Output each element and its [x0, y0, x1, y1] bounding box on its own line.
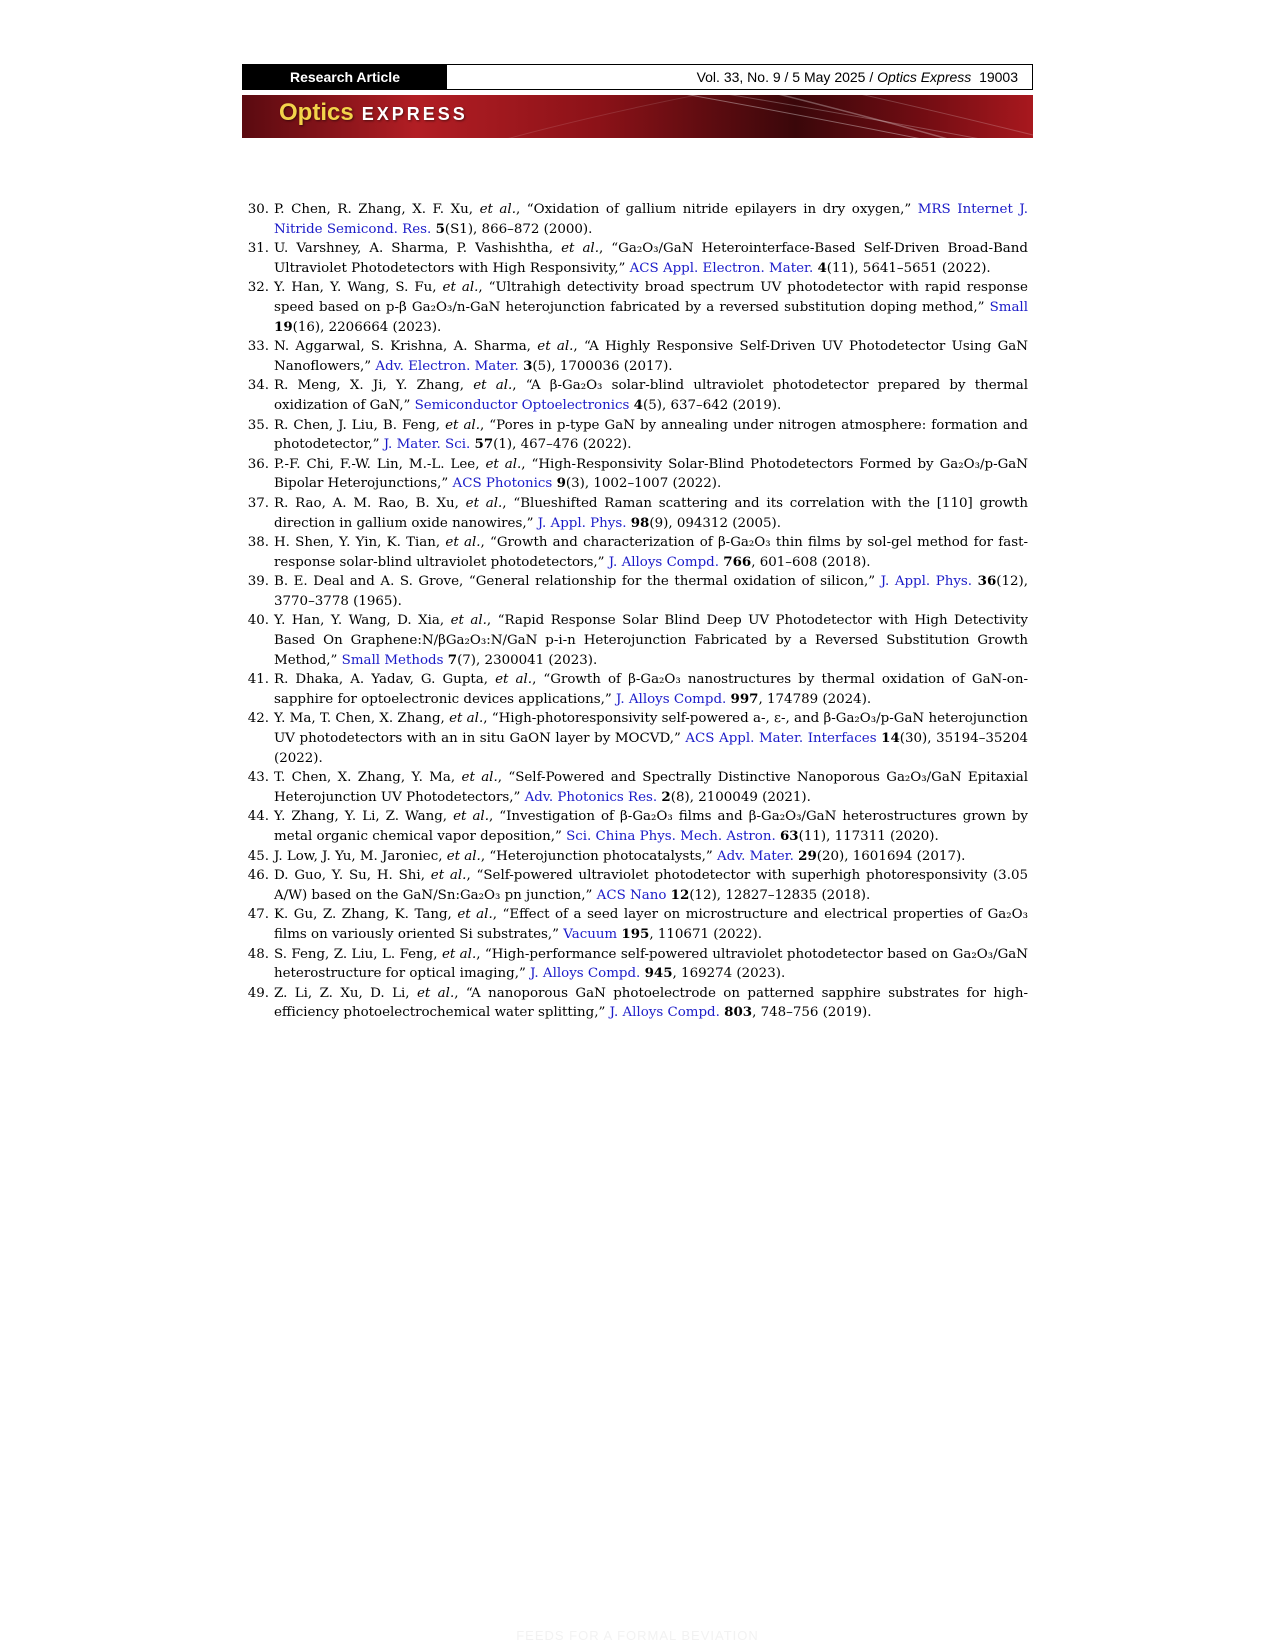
reference-pages-year: (5), 1700036 (2017).: [532, 358, 673, 374]
reference-pages-year: (5), 637–642 (2019).: [642, 397, 782, 413]
reference-number: 30.: [247, 202, 269, 217]
reference-title: , “Growth and characterization of β-Ga₂O₃ thin films by sol-gel method for fast-response solar-blind ultraviolet photodetectors,”: [274, 535, 1028, 570]
reference-etal: et al.: [473, 378, 513, 394]
reference-number: 43.: [247, 770, 269, 786]
reference-title: , “Effect of a seed layer on microstructure and electrical properties of Ga₂O₃ films on variously oriented Si substrates,”: [274, 907, 1028, 942]
reference-volume: 3: [523, 357, 533, 374]
reference-journal-link[interactable]: MRS Internet J. Nitride Semicond. Res.: [274, 202, 1028, 237]
reference-number: 49.: [247, 985, 269, 1001]
reference-title: , “High-performance self-powered ultraviolet photodetector based on Ga₂O₃/GaN heterostructure for optical imaging,”: [274, 946, 1028, 982]
reference-journal-link[interactable]: Vacuum: [563, 926, 618, 942]
reference-text: [274, 416, 1028, 455]
reference-authors: D. Guo, Y. Su, H. Shi,: [274, 868, 431, 884]
reference-title: , “Investigation of β-Ga₂O₃ films and β-Ga₂O₃/GaN heterostructures grown by metal organic chemical vapor deposition,”: [274, 809, 1028, 844]
reference-text: [274, 847, 1028, 867]
reference-title: , “Heterojunction photocatalysts,”: [480, 848, 717, 864]
reference-etal: et al.: [446, 848, 481, 864]
reference-text: [274, 376, 1028, 415]
reference-journal-link[interactable]: Small Methods: [341, 652, 444, 668]
reference-item: [242, 847, 1028, 867]
reference-text: [274, 611, 1028, 670]
reference-item: [242, 494, 1028, 533]
reference-title: , “Ga₂O₃/GaN Heterointerface-Based Self-Driven Broad-Band Ultraviolet Photodetectors with High Responsivity,”: [274, 241, 1028, 276]
reference-number: 37.: [247, 495, 269, 511]
reference-item: [242, 278, 1028, 337]
reference-number: 42.: [247, 711, 269, 727]
reference-text: [274, 533, 1028, 572]
citation-line: [447, 65, 1032, 89]
journal-name: Optics Express: [877, 69, 972, 85]
reference-etal: et al.: [416, 985, 455, 1001]
reference-title: , “Blueshifted Raman scattering and its correlation with the [110] growth direction in gallium oxide nanowires,”: [274, 495, 1029, 531]
reference-journal-link[interactable]: J. Appl. Phys.: [537, 515, 627, 531]
reference-item: [242, 337, 1028, 376]
reference-volume: 19: [274, 318, 293, 335]
reference-title: , “Self-Powered and Spectrally Distinctive Nanoporous Ga₂O₃/GaN Epitaxial Heterojunction UV Photodetectors,”: [274, 770, 1029, 805]
reference-journal-link[interactable]: J. Appl. Phys.: [880, 574, 973, 590]
reference-pages-year: , 601–608 (2018).: [751, 554, 871, 570]
reference-pages-year: (16), 2206664 (2023).: [292, 319, 442, 335]
reference-text: [274, 905, 1028, 944]
reference-pages-year: , 748–756 (2019).: [752, 1005, 872, 1021]
reference-authors: K. Gu, Z. Zhang, K. Tang,: [274, 907, 458, 923]
reference-authors: N. Aggarwal, S. Krishna, A. Sharma,: [274, 339, 538, 355]
reference-etal: et al.: [430, 868, 467, 884]
reference-title: , “Growth of β-Ga₂O₃ nanostructures by thermal oxidation of GaN-on-sapphire for optoelectronic devices applications,”: [274, 672, 1029, 707]
reference-authors: H. Shen, Y. Yin, K. Tian,: [274, 535, 446, 551]
reference-title: , “High-Responsivity Solar-Blind Photodetectors Formed by Ga₂O₃/p-GaN Bipolar Heterojunctions,”: [274, 456, 1029, 492]
reference-text: [274, 984, 1028, 1023]
reference-title: , “Pores in p-type GaN by annealing under nitrogen atmosphere: formation and photodetector,”: [274, 417, 1028, 453]
reference-etal: et al.: [450, 613, 487, 629]
page-number: 19003: [979, 69, 1018, 85]
reference-volume: 9: [556, 475, 566, 492]
reference-item: [242, 905, 1028, 944]
reference-etal: et al.: [457, 907, 493, 923]
reference-number: 48.: [247, 946, 269, 962]
reference-title: , “Self-powered ultraviolet photodetector with superhigh photoresponsivity (3.05 A/W) based on the GaN/Sn:Ga₂O₃ pn junction,”: [274, 868, 1028, 903]
reference-number: 47.: [247, 907, 269, 923]
reference-list: [242, 200, 1028, 1023]
reference-authors: R. Rao, A. M. Rao, B. Xu,: [274, 495, 466, 511]
reference-volume: 766: [723, 553, 752, 570]
reference-pages-year: (11), 117311 (2020).: [798, 829, 939, 844]
reference-journal-link[interactable]: J. Mater. Sci.: [383, 437, 471, 453]
reference-volume: 997: [730, 690, 759, 707]
reference-etal: et al.: [449, 711, 484, 727]
reference-item: [242, 866, 1028, 905]
reference-number: 34.: [247, 378, 269, 394]
reference-journal-link[interactable]: J. Alloys Compd.: [609, 1005, 720, 1021]
reference-volume: 5: [435, 220, 445, 237]
reference-authors: J. Low, J. Yu, M. Jaroniec,: [274, 848, 447, 864]
reference-etal: et al.: [465, 495, 503, 511]
reference-journal-link[interactable]: Semiconductor Optoelectronics: [414, 397, 630, 413]
reference-text: [274, 337, 1028, 376]
reference-volume: 4: [817, 259, 827, 276]
reference-etal: et al.: [561, 241, 599, 257]
reference-text: [274, 768, 1028, 807]
reference-text: [274, 807, 1028, 846]
reference-journal-link[interactable]: J. Alloys Compd.: [530, 966, 641, 982]
reference-text: [274, 494, 1028, 533]
reference-authors: U. Varshney, A. Sharma, P. Vashishtha,: [274, 241, 562, 257]
reference-number: 46.: [247, 868, 269, 884]
reference-number: 32.: [247, 280, 269, 296]
reference-title: , “Rapid Response Solar Blind Deep UV Photodetector with High Detectivity Based On Graphene:N/βGa₂O₃:N/GaN p-i-n Heterojunction Fabricated by a Reversed Substitution Growth Method,”: [274, 613, 1028, 668]
reference-item: [242, 376, 1028, 415]
reference-item: [242, 455, 1028, 494]
reference-text: [274, 670, 1028, 709]
reference-item: [242, 807, 1028, 846]
reference-journal-link[interactable]: Adv. Mater.: [716, 848, 794, 864]
reference-volume: 4: [633, 396, 643, 413]
reference-etal: et al.: [442, 280, 479, 296]
reference-authors: R. Dhaka, A. Yadav, G. Gupta,: [274, 672, 496, 688]
reference-item: [242, 572, 1028, 611]
reference-volume: 7: [447, 651, 458, 668]
reference-text: [274, 866, 1028, 905]
reference-authors: B. E. Deal and A. S. Grove, “General relationship for the thermal oxidation of silicon,”: [274, 574, 881, 590]
reference-item: [242, 239, 1028, 278]
reference-volume: 803: [724, 1004, 753, 1021]
reference-authors: Y. Han, Y. Wang, D. Xia,: [274, 613, 451, 629]
reference-item: [242, 200, 1028, 239]
reference-pages-year: (20), 1601694 (2017).: [816, 848, 966, 864]
reference-etal: et al.: [441, 946, 477, 962]
reference-number: 45.: [247, 848, 269, 864]
reference-pages-year: (30), 35194–35204 (2022).: [274, 731, 1028, 766]
reference-pages-year: (7), 2300041 (2023).: [457, 652, 598, 668]
reference-journal-link[interactable]: Small: [989, 299, 1028, 315]
reference-etal: et al.: [453, 809, 489, 825]
reference-number: 38.: [247, 535, 269, 551]
journal-banner: [242, 95, 1033, 138]
reference-text: [274, 945, 1028, 984]
reference-item: [242, 611, 1028, 670]
reference-pages-year: (3), 1002–1007 (2022).: [565, 476, 722, 492]
reference-pages-year: , 174789 (2024).: [758, 691, 872, 707]
reference-volume: 945: [644, 965, 673, 982]
reference-title: , “Oxidation of gallium nitride epilayers in dry oxygen,”: [515, 202, 918, 217]
reference-number: 36.: [247, 456, 269, 472]
reference-authors: Y. Zhang, Y. Li, Z. Wang,: [274, 809, 454, 825]
page-footer-watermark: FEEDS FOR A FORMAL BEVIATION: [516, 1628, 759, 1643]
reference-authors: P.-F. Chi, F.-W. Lin, M.-L. Lee,: [274, 456, 486, 472]
optics-express-logo: [279, 99, 468, 127]
reference-item: [242, 416, 1028, 455]
reference-number: 40.: [247, 613, 269, 629]
journal-header-bar: [242, 64, 1033, 90]
reference-etal: et al.: [485, 456, 522, 472]
reference-volume: 36: [977, 573, 997, 590]
reference-text: [274, 709, 1028, 768]
reference-number: 35.: [247, 417, 269, 433]
reference-etal: et al.: [537, 339, 574, 355]
reference-etal: et al.: [495, 672, 533, 688]
reference-text: [274, 239, 1028, 278]
reference-journal-link[interactable]: ACS Nano: [596, 887, 667, 903]
reference-authors: Y. Ma, T. Chen, X. Zhang,: [274, 711, 450, 727]
reference-item: [242, 709, 1028, 768]
reference-number: 44.: [247, 809, 269, 825]
reference-authors: Y. Han, Y. Wang, S. Fu,: [274, 280, 443, 296]
reference-journal-link[interactable]: ACS Photonics: [452, 476, 553, 492]
reference-item: [242, 533, 1028, 572]
logo-express-text: EXPRESS: [361, 104, 468, 124]
reference-authors: S. Feng, Z. Liu, L. Feng,: [274, 946, 442, 962]
reference-title: , “A Highly Responsive Self-Driven UV Photodetector Using GaN Nanoflowers,”: [274, 339, 1028, 374]
reference-volume: 12: [670, 886, 690, 903]
reference-number: 41.: [247, 672, 269, 688]
reference-volume: 29: [798, 847, 817, 864]
reference-item: [242, 984, 1028, 1023]
reference-title: , “A nanoporous GaN photoelectrode on patterned sapphire substrates for high-efficiency photoelectrochemical water splitting,”: [274, 985, 1028, 1021]
reference-volume: 2: [661, 788, 671, 805]
reference-journal-link[interactable]: ACS Appl. Mater. Interfaces: [685, 731, 877, 747]
reference-pages-year: (12), 3770–3778 (1965).: [274, 574, 1029, 609]
reference-journal-link[interactable]: Sci. China Phys. Mech. Astron.: [566, 829, 776, 844]
reference-item: [242, 768, 1028, 807]
reference-number: 33.: [247, 339, 269, 355]
article-type-label: Research Article: [243, 65, 447, 89]
reference-item: [242, 945, 1028, 984]
reference-etal: et al.: [445, 535, 481, 551]
reference-volume: 195: [621, 925, 650, 942]
logo-optics-text: Optics: [279, 99, 354, 126]
reference-pages-year: (S1), 866–872 (2000).: [444, 221, 593, 237]
reference-text: [274, 200, 1028, 239]
reference-number: 39.: [247, 574, 269, 590]
reference-text: [274, 572, 1028, 611]
reference-journal-link[interactable]: Adv. Photonics Res.: [524, 789, 658, 805]
citation-text: Vol. 33, No. 9 / 5 May 2025 /: [696, 69, 878, 85]
reference-pages-year: , 169274 (2023).: [672, 966, 786, 982]
reference-authors: R. Chen, J. Liu, B. Feng,: [274, 417, 446, 433]
reference-authors: Z. Li, Z. Xu, D. Li,: [274, 985, 417, 1001]
reference-etal: et al.: [461, 770, 498, 786]
reference-number: 31.: [247, 241, 269, 257]
reference-volume: 14: [881, 730, 900, 747]
reference-pages-year: (9), 094312 (2005).: [649, 515, 782, 531]
reference-pages-year: , 110671 (2022).: [649, 926, 763, 942]
reference-journal-link[interactable]: J. Alloys Compd.: [616, 691, 727, 707]
reference-title: , “Ultrahigh detectivity broad spectrum UV photodetector with rapid response speed based on p-β Ga₂O₃/n-GaN heterojunction fabricated by a reversed substitution doping method,”: [274, 280, 1028, 315]
reference-etal: et al.: [479, 202, 516, 217]
reference-title: , “A β-Ga₂O₃ solar-blind ultraviolet photodetector prepared by thermal oxidization of GaN,”: [274, 378, 1029, 413]
reference-volume: 63: [779, 828, 799, 844]
reference-pages-year: (8), 2100049 (2021).: [670, 789, 811, 805]
reference-etal: et al.: [445, 417, 480, 433]
reference-item: [242, 670, 1028, 709]
reference-journal-link[interactable]: Adv. Electron. Mater.: [375, 358, 519, 374]
reference-authors: R. Meng, X. Ji, Y. Zhang,: [274, 378, 474, 394]
reference-pages-year: (1), 467–476 (2022).: [493, 437, 632, 453]
reference-pages-year: (11), 5641–5651 (2022).: [826, 260, 991, 276]
reference-journal-link[interactable]: J. Alloys Compd.: [608, 554, 719, 570]
reference-journal-link[interactable]: ACS Appl. Electron. Mater.: [629, 260, 814, 276]
reference-volume: 57: [474, 436, 494, 453]
reference-authors: T. Chen, X. Zhang, Y. Ma,: [274, 770, 462, 786]
reference-text: [274, 278, 1028, 337]
reference-text: [274, 455, 1028, 494]
reference-title: , “High-photoresponsivity self-powered a-, ε-, and β-Ga₂O₃/p-GaN heterojunction UV photodetectors with an in situ GaON layer by MOCVD,”: [274, 711, 1029, 747]
reference-pages-year: (12), 12827–12835 (2018).: [689, 887, 871, 903]
reference-authors: P. Chen, R. Zhang, X. F. Xu,: [274, 202, 480, 217]
reference-volume: 98: [630, 514, 650, 531]
